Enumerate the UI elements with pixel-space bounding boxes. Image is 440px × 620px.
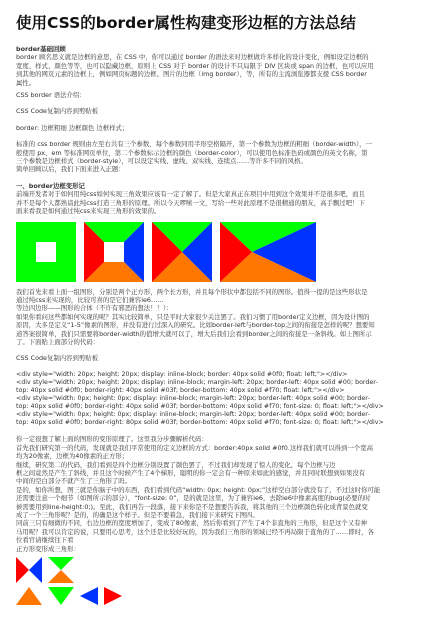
section1-after-figure <box>16 288 424 347</box>
desc-line: 三个参数是边框样式（border-style），可以设定实线、虚线、双实线、连续点……等许多不同的风格。 <box>16 157 307 166</box>
code-line: top: 40px solid #0f0; border-right: 40px solid #03f; border-bottom: 40px solid #f70; font-size: 0; float: left;"></div> <box>16 403 384 411</box>
after-line: 我们首先来看上面一组图形，分别是两个正方形，两个长方形，并且每个形状中都包括不同的图形。值得一提的是这些形状是 <box>16 287 368 296</box>
analysis-line: 首先我们研究第一的代码，发现就是我们平常使用的定义边框的方式：border:40px solid #0f0.这样我们就可以得到一个宽高 <box>16 443 373 452</box>
analysis-line: 马用呢？我可以肯定的说，只要用心思考，这个还是比较好玩的，因为我们三角形的领域已经不再局限于直角的了……即时，各 <box>16 527 374 536</box>
desc-line: 标准的 css border 规则由左至右共有三个参数，每个参数同用半形空格隔开，第一个参数为边框的粗细（border-width），一 <box>16 140 372 149</box>
triangle-shapes-figure-2 <box>16 587 424 605</box>
after-line: 了。下面贴上面部分的代码： <box>16 337 100 346</box>
code-line: <div style="width: 0px; height: 0px; display: inline-block; margin-left: 20px; border-left: 40px solid #00; border- <box>16 395 370 403</box>
code-copy-link[interactable]: CSS Code复制内容到剪贴板 <box>16 107 99 116</box>
code-copy-link[interactable]: CSS Code复制内容到剪贴板 <box>16 354 99 363</box>
code-line: <div style="width: 20px; height: 20px; display: inline-block; border: 40px solid #0f0; float: left;"></div> <box>16 370 348 378</box>
wide-triangle-shape <box>220 222 316 282</box>
code-line: top: 40px solid #0f0; border-right: 80px solid #03f; border-bottom: 40px solid #f70; font-size: 0; float: left;"></div> <box>16 419 384 427</box>
triangle-shapes-figure <box>16 557 424 583</box>
intro-heading: border基础回顾 <box>16 45 66 53</box>
blue-triangle-shape <box>80 587 98 605</box>
analysis-line: 正方形变形成三角形： <box>16 544 80 553</box>
analysis-line: 成了一个三角形呢？是的，的确是这个样子。但是不要着急，我们接下来研究下图四。 <box>16 511 259 520</box>
code-block-1: border: 边框粗细 边框颜色 边框样式； <box>16 123 129 132</box>
intro-paragraph <box>16 53 424 87</box>
analysis-line: 继续，研究第二的代码，我们看到是四个边框分别设置了颜色罢了，不过我们却发现了惊人的变化，每个边框与边 <box>16 460 336 469</box>
four-triangle-shape <box>152 222 212 282</box>
green-square-shape <box>16 222 76 282</box>
after-line: 原因，大多是定义“1-5”像素的图形，并没有进行过深入的研究。比如border-left与border-top之间的衔接是怎样的呢？想要知 <box>16 321 375 330</box>
red-triangle-shape <box>104 587 122 605</box>
desc-line: 简单回顾以后，我们下面来进入正题： <box>16 165 125 174</box>
intro-line: 到其他的网页元素的边框上，例如网页标题的边框、图片的边框（img border），等，所有的主流浏览器都支援 CSS border <box>16 70 367 79</box>
code-line: top: 40px solid #0f0; border-right: 40px solid #03f; border-bottom: 40px solid #f70; float: left;"></div> <box>16 386 345 394</box>
after-line: 等边四边形——图形的合体（不许有邪恶的想法！！）： <box>16 304 173 313</box>
code-line: <div style="width: 0px; height: 0px; display: inline-block; margin-left: 20px; border-left: 40px solid #00; border- <box>16 411 370 419</box>
border-shapes-figure <box>16 222 424 282</box>
section1-heading: 一、border边框变形记 <box>16 181 85 190</box>
section1-paragraph <box>16 190 424 215</box>
code-block-2 <box>16 371 424 428</box>
analysis-line: 还需要注意一个细节（如图所示的部分），“font-size: 0”，是的就是这里，为了兼容ie6，去除ie6中像素高度的bug(必要的时 <box>16 494 371 503</box>
bowtie-triangles-shape <box>16 557 42 583</box>
page-title: 使用CSS的border属性构建变形边框的方法总结 <box>16 14 356 32</box>
intro-line: 属性。 <box>16 78 36 87</box>
intro-description <box>16 140 424 174</box>
analysis-line: 框之间竟然是产生了斜线，并且这个时候产生了4个梯形，聪明的你一定会有一种原来如此的感觉，并且同时联想到如果没有 <box>16 469 366 478</box>
green-triangle-shape <box>48 587 74 605</box>
analysis-line: 位看官请继续往下看 <box>16 536 74 545</box>
after-line: 道答案很简单，我们只需要将border-width的值增大就可以了，增大后我们会看到border之间的衔接是一条斜线。如上图所示 <box>16 329 372 338</box>
after-line: 如果你看问这些都如何实现的呢？其实比较简单，只是平时大家很少关注罢了。我们习惯了用border定义边框，因为设计图的 <box>16 312 370 321</box>
section1-line: 面来看我是如何通过纯css来实现三角形的效果的。 <box>16 207 161 216</box>
hourglass-triangles-shape <box>48 557 74 583</box>
section1-line: 前端开发者对于如何用纯css如何实现三角效果应该有一定了解了。但是大家真正在项目中用到这个效果并不是很多吧，而且 <box>16 190 365 199</box>
syntax-line: CSS border 语法介绍： <box>16 91 86 100</box>
analysis-paragraph <box>16 435 424 553</box>
analysis-line: 你一定很想了解上面的图形的变形原理了。这里我分步骤解析代码： <box>16 435 208 444</box>
analysis-line: 候需要用到line-height:0;)。至此，我们再告一段落，接下来你是不是想要告诉我，将其他的三个边框颜色转化成背景色就变 <box>16 502 368 511</box>
after-line: 通过纯css来实现的，比较可喜的是它们兼容ie6…… <box>16 295 164 304</box>
code-line: <div style="width: 20px; height: 20px; display: inline-block; margin-left: 20px; border-left: 40px solid #00; border- <box>16 378 378 386</box>
analysis-line: 是的，如你所想，图三就是你脑子中的东西，我们看到代码“width: 0px; height: 0px;”这样空白部分就没有了，不过这时你可能 <box>16 485 381 494</box>
analysis-line: 中间的空白部分不就产生了三角形了吗。 <box>16 477 132 486</box>
four-trapezoid-shape <box>84 222 144 282</box>
orange-triangle-shape <box>16 587 42 605</box>
section1-line: 并不是每个人都熟谙此纯css打造三角形的原理。所以今天啰嗦一文，写给一些对此原理不是很精通的朋友，高手飘过吧！下 <box>16 198 365 207</box>
desc-line: 般使用 px、em 等标准网页单位，第二个参数标示边框的颜色（border-color），可以使用色标准色码或颜色的英文名称，第 <box>16 148 368 157</box>
intro-line: border 顾名思义就是边框的意思，在 CSS 中，你可以通过 border 的语法来对边框做许多样化的设计变化，例如设定边框的 <box>16 53 369 62</box>
intro-line: 宽度、样式、颜色等等，也可以隐藏边框，原则上 CSS 对于 border 的设计不只局限于 DIV 区块或 span 的边框，也可以应用 <box>16 61 374 70</box>
analysis-line: 均为20像素，边框为40像素的正方形； <box>16 452 129 461</box>
analysis-line: 同前三只有细微的不同，右边边框的宽度增加了，变成了80像素，然后你看到了产生了4个非直角的三角形，但是这个又有神 <box>16 519 367 528</box>
